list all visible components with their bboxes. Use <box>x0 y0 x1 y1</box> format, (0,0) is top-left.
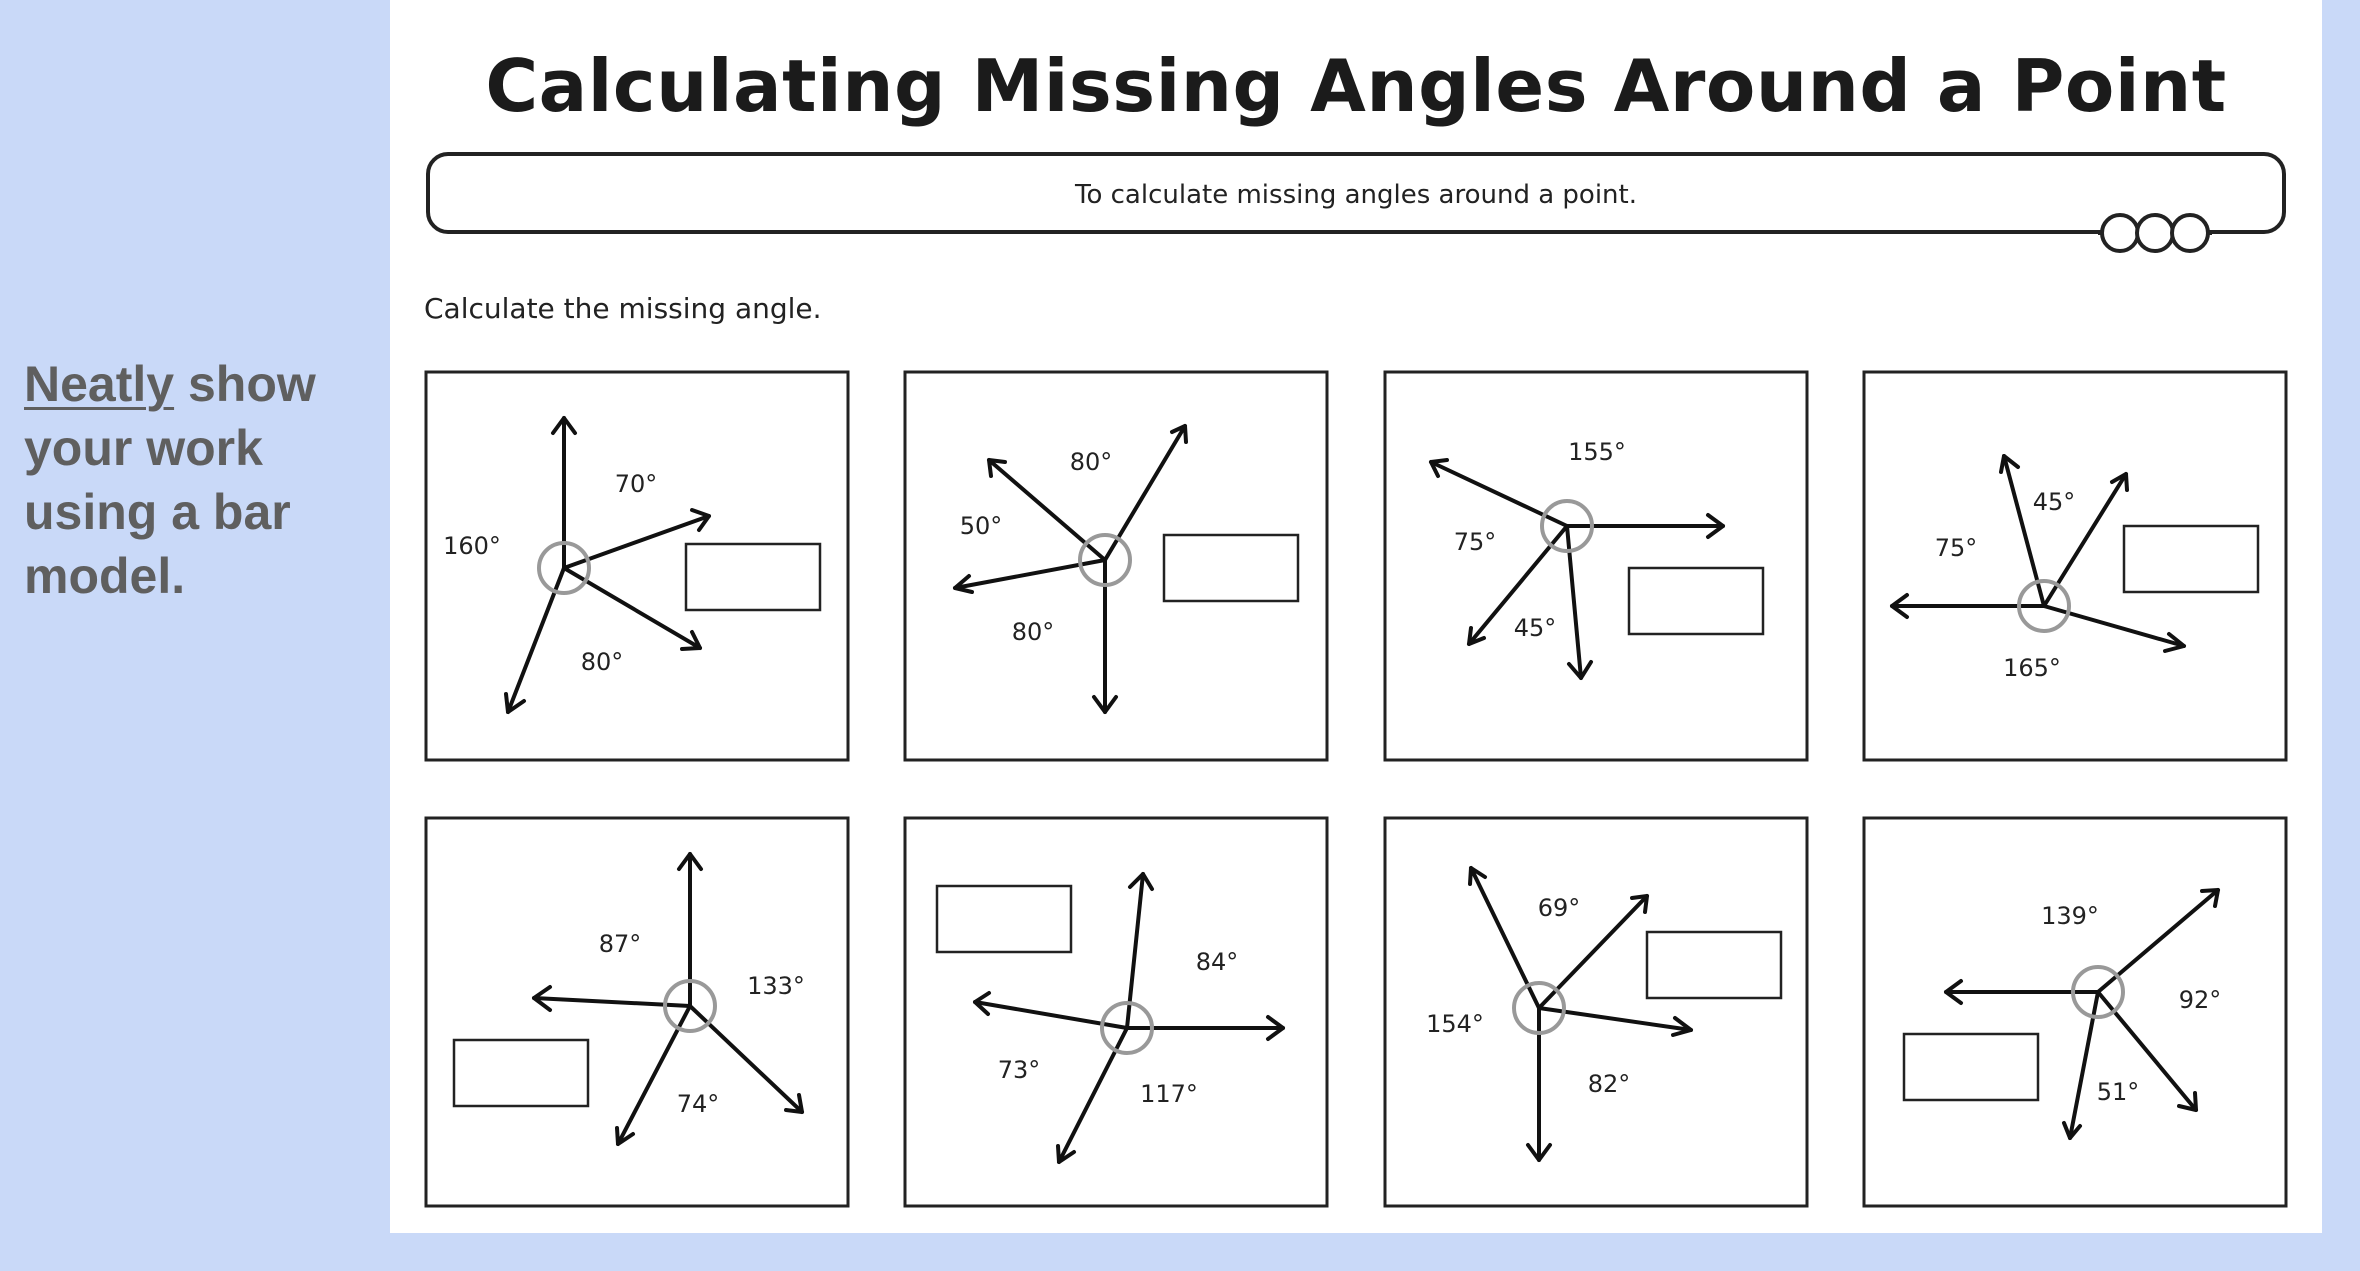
angle-label: 92° <box>2178 986 2222 1014</box>
side-note-text: show your work using a bar model. <box>24 356 316 604</box>
angle-label: 45° <box>2032 488 2076 516</box>
page-title: Calculating Missing Angles Around a Point <box>485 44 2227 128</box>
progress-circles-icon <box>2098 210 2212 256</box>
angle-label: 45° <box>1513 614 1557 642</box>
answer-box[interactable] <box>2124 526 2258 592</box>
angle-label: 74° <box>676 1090 720 1118</box>
angle-label: 133° <box>747 972 805 1000</box>
problem-panel-6 <box>903 816 1329 1208</box>
angle-label: 87° <box>598 930 642 958</box>
angle-label: 70° <box>614 470 658 498</box>
angle-label: 155° <box>1568 438 1626 466</box>
angle-label: 139° <box>2041 902 2099 930</box>
answer-box[interactable] <box>937 886 1071 952</box>
answer-box[interactable] <box>454 1040 588 1106</box>
instruction: Calculate the missing angle. <box>424 292 822 325</box>
worksheet <box>390 0 2322 1233</box>
angle-label: 51° <box>2096 1078 2140 1106</box>
answer-box[interactable] <box>1904 1034 2038 1100</box>
side-note <box>24 352 364 608</box>
problem-panel-3 <box>1383 370 1809 762</box>
angle-label: 75° <box>1934 534 1978 562</box>
problem-panel-7 <box>1383 816 1809 1208</box>
angle-label: 69° <box>1537 894 1581 922</box>
angle-label: 75° <box>1453 528 1497 556</box>
problem-panel-8 <box>1862 816 2288 1208</box>
objective-box <box>426 152 2286 234</box>
angle-label: 154° <box>1426 1010 1484 1038</box>
angle-label: 73° <box>997 1056 1041 1084</box>
answer-box[interactable] <box>1629 568 1763 634</box>
angle-label: 80° <box>1069 448 1113 476</box>
angle-label: 117° <box>1140 1080 1198 1108</box>
angle-label: 82° <box>1587 1070 1631 1098</box>
angle-label: 80° <box>1011 618 1055 646</box>
side-note-emphasis: Neatly <box>24 356 175 412</box>
problem-panel-1 <box>424 370 850 762</box>
angle-label: 80° <box>580 648 624 676</box>
angle-label: 50° <box>959 512 1003 540</box>
angle-label: 160° <box>443 532 501 560</box>
problem-panel-5 <box>424 816 850 1208</box>
angle-label: 165° <box>2003 654 2061 682</box>
angle-label: 84° <box>1195 948 1239 976</box>
answer-box[interactable] <box>686 544 820 610</box>
problem-panel-4 <box>1862 370 2288 762</box>
problem-panel-2 <box>903 370 1329 762</box>
objective-text: To calculate missing angles around a point. <box>1075 180 1637 210</box>
answer-box[interactable] <box>1647 932 1781 998</box>
answer-box[interactable] <box>1164 535 1298 601</box>
